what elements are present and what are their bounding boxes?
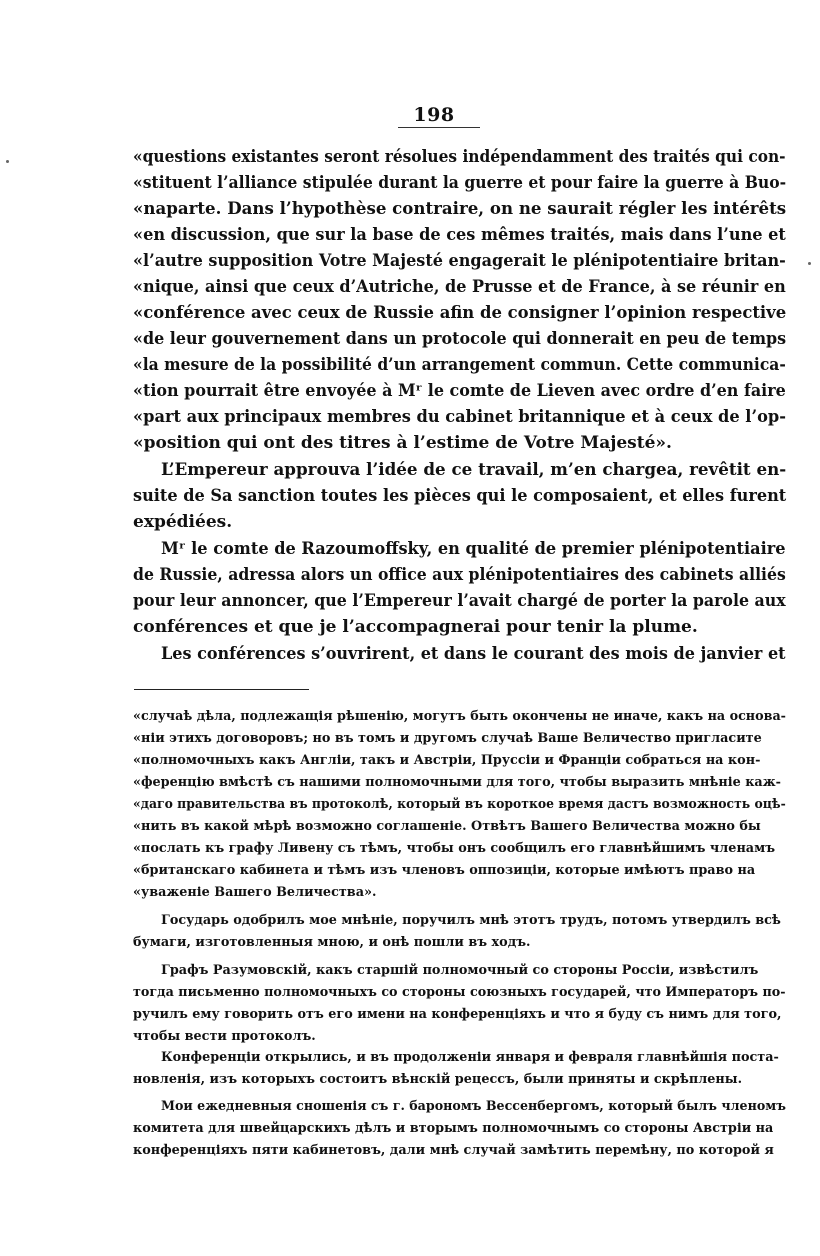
footnote-text-line: чтобы вести протоколъ.	[133, 1029, 316, 1044]
footnote-text-line: Графъ Разумовскій, какъ старшій полномочный со стороны Россіи, извѣстилъ	[161, 963, 759, 978]
main-text-line: Mʳ le comte de Razoumoffsky, en qualité de premier plénipotentiaire	[161, 539, 786, 559]
main-text-line: «position qui ont des titres à l’estime de Votre Majesté».	[133, 433, 672, 453]
main-text-line: de Russie, adressa alors un office aux plénipotentiaires des cabinets alliés	[133, 565, 786, 585]
footnote-text-line: «уваженіе Вашего Величества».	[133, 885, 377, 900]
main-text-line: «part aux principaux membres du cabinet britannique et à ceux de l’op-	[133, 407, 786, 427]
footnote-text-line: «ніи этихъ договоровъ; но въ томъ и другомъ случаѣ Ваше Величество пригласите	[133, 731, 762, 746]
main-text-line: «l’autre supposition Votre Majesté engagerait le plénipotentiaire britan-	[133, 251, 786, 271]
footnote-text-line: бумаги, изготовленныя мною, и онѣ пошли въ ходъ.	[133, 935, 531, 950]
footnote-text-line: Государь одобрилъ мое мнѣніе, поручилъ мнѣ этотъ трудъ, потомъ утвердилъ всѣ	[161, 913, 781, 928]
main-text-line: «questions existantes seront résolues indépendamment des traités qui con-	[133, 147, 786, 167]
footnote-text-line: тогда письменно полномочныхъ со стороны союзныхъ государей, что Императоръ по-	[133, 985, 786, 1000]
main-text-line: «conférence avec ceux de Russie afin de consigner l’opinion respective	[133, 303, 787, 323]
footnote-text-line: «послать къ графу Ливену съ тѣмъ, чтобы онъ сообщилъ его главнѣйшимъ членамъ	[133, 841, 776, 856]
footnote-text-line: «полномочныхъ какъ Англіи, такъ и Австріи, Пруссіи и Франціи собраться на кон-	[133, 753, 761, 768]
footnote-text-line: Мои ежедневныя сношенія съ г. барономъ Вессенбергомъ, который былъ членомъ	[161, 1099, 786, 1114]
footnote-text-line: ручилъ ему говорить отъ его имени на конференціяхъ и что я буду съ нимъ для того,	[133, 1007, 782, 1022]
footnote-text-line: Конференціи открылись, и въ продолженіи января и февраля главнѣйшія поста-	[161, 1050, 779, 1065]
main-text-line: suite de Sa sanction toutes les pièces qui le composaient, et elles furent	[133, 486, 787, 506]
page-number: 198	[413, 104, 455, 126]
footnote-text-line: комитета для швейцарскихъ дѣлъ и вторымъ полномочнымъ со стороны Австріи на	[133, 1121, 774, 1136]
main-text-line: L’Empereur approuva l’idée de ce travail, m’en chargea, revêtit en-	[161, 460, 787, 480]
margin-mark	[6, 160, 9, 163]
main-text-line: expédiées.	[133, 512, 233, 532]
footnote-text-line: «даго правительства въ протоколѣ, который въ короткое время дастъ возможность оцѣ-	[133, 797, 786, 812]
footnote-text-line: «нить въ какой мѣрѣ возможно соглашеніе. Отвѣтъ Вашего Величества можно бы	[133, 819, 761, 834]
main-text-line: «en discussion, que sur la base de ces mêmes traités, mais dans l’une et	[133, 225, 786, 245]
footnote-text-line: «случаѣ дѣла, подлежащія рѣшенію, могутъ быть окончены не иначе, какъ на основа-	[133, 709, 786, 724]
main-text-line: «la mesure de la possibilité d’un arrangement commun. Cette communica-	[133, 355, 786, 375]
main-text-line: conférences et que je l’accompagnerai pour tenir la plume.	[133, 617, 698, 637]
page-number-rule	[398, 127, 480, 128]
main-text-line: «stituent l’alliance stipulée durant la guerre et pour faire la guerre à Buo-	[133, 173, 787, 193]
footnote-text-line: конференціяхъ пяти кабинетовъ, дали мнѣ случай замѣтить перемѣну, по которой я	[133, 1143, 774, 1158]
main-text-line: Les conférences s’ouvrirent, et dans le courant des mois de janvier et	[161, 644, 786, 664]
footnote-divider	[134, 689, 309, 690]
main-text-line: pour leur annoncer, que l’Empereur l’avait chargé de porter la parole aux	[133, 591, 786, 611]
main-text-line: «de leur gouvernement dans un protocole qui donnerait en peu de temps	[133, 329, 787, 349]
footnote-text-line: «британскаго кабинета и тѣмъ изъ членовъ оппозиціи, которые имѣютъ право на	[133, 863, 756, 878]
main-text-line: «naparte. Dans l’hypothèse contraire, on ne saurait régler les intérêts	[133, 199, 787, 219]
footnote-text-line: новленія, изъ которыхъ состоитъ вѣнскій рецессъ, были приняты и скрѣплены.	[133, 1072, 743, 1087]
main-text-line: «nique, ainsi que ceux d’Autriche, de Prusse et de France, à se réunir en	[133, 277, 786, 297]
main-text-line: «tion pourrait être envoyée à Mʳ le comte de Lieven avec ordre d’en faire	[133, 381, 786, 401]
margin-mark	[808, 262, 811, 265]
footnote-text-line: «ференцію вмѣстѣ съ нашими полномочными для того, чтобы выразить мнѣніе каж-	[133, 775, 781, 790]
